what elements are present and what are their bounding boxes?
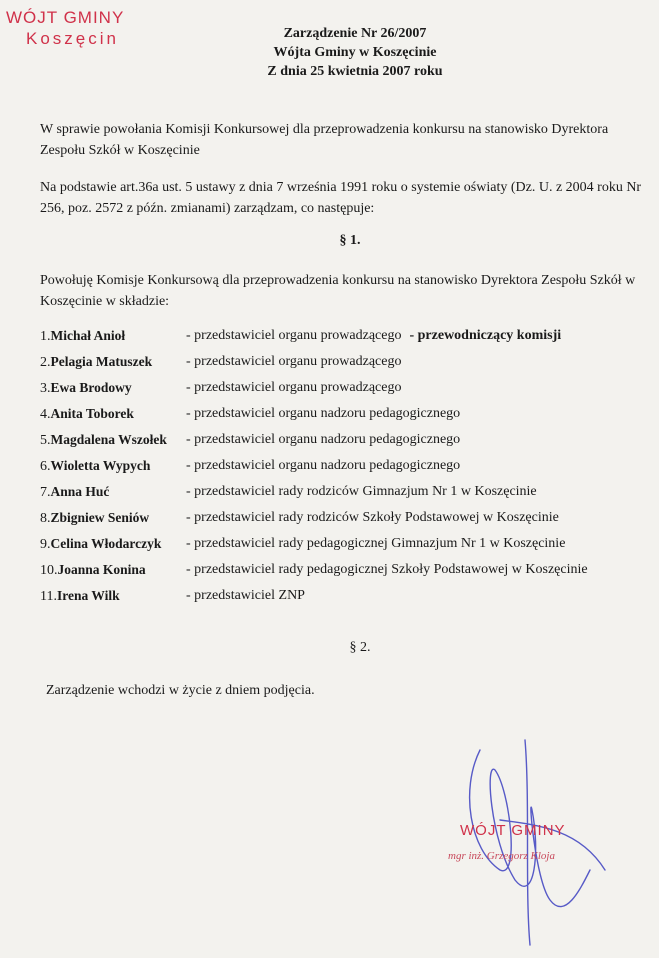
member-function: - przewodniczący komisji [409, 328, 562, 343]
member-role [186, 323, 561, 349]
member-role [186, 453, 460, 479]
stamp-wojt-gminy-bottom: WÓJT GMINY [460, 822, 566, 839]
member-role [186, 479, 537, 505]
section-2-heading: § 2. [349, 640, 371, 655]
member-name: Michał Anioł [50, 328, 126, 343]
list-item [40, 349, 655, 375]
stamp-line-1: WÓJT GMINY [6, 8, 125, 27]
stamp-wojt-gminy-top [6, 8, 124, 50]
legal-basis-paragraph: Na podstawie art.36a ust. 5 ustawy z dnia 7 września 1991 roku o systemie oświaty (Dz. U. z 2004 roku Nr 256, poz. 2572 z późn. zmianami) zarządzam, co następuje: [40, 180, 642, 216]
header-issuer: Wójta Gminy w Koszęcinie [273, 45, 437, 60]
list-item [40, 401, 655, 427]
member-role [186, 531, 565, 557]
stamp-line-2: Koszęcin [26, 29, 119, 48]
list-item [40, 583, 655, 609]
member-role-text: - przedstawiciel rady rodziców Gimnazjum Nr 1 w Koszęcinie [186, 484, 537, 499]
member-name: Wioletta Wypych [50, 458, 151, 473]
header-title: Zarządzenie Nr 26/2007 [283, 26, 427, 41]
member-name: Ewa Brodowy [50, 380, 132, 395]
member-number: 4. [40, 407, 51, 422]
member-role-text: - przedstawiciel organu prowadzącego [186, 328, 402, 343]
appointment-paragraph: Powołuję Komisje Konkursową dla przeprowadzenia konkursu na stanowisko Dyrektora Zespołu Szkół w Koszęcinie w składzie: [40, 273, 636, 309]
effective-date-paragraph: Zarządzenie wchodzi w życie z dniem podjęcia. [46, 683, 315, 698]
member-number: 10. [40, 563, 58, 578]
member-role-text: - przedstawiciel ZNP [186, 588, 305, 603]
member-role [186, 349, 401, 375]
member-number: 5. [40, 433, 51, 448]
member-role [186, 505, 559, 531]
member-role-text: - przedstawiciel rady pedagogicznej Gimnazjum Nr 1 w Koszęcinie [186, 536, 566, 551]
member-role-text: - przedstawiciel organu nadzoru pedagogicznego [186, 458, 461, 473]
member-name: Joanna Konina [57, 562, 146, 577]
handwritten-signature [440, 730, 620, 950]
member-name: Magdalena Wszołek [50, 432, 167, 447]
member-number: 3. [40, 381, 51, 396]
member-role [186, 427, 460, 453]
member-role-text: - przedstawiciel rady pedagogicznej Szkoły Podstawowej w Koszęcinie [186, 562, 588, 577]
header-date: Z dnia 25 kwietnia 2007 roku [267, 64, 443, 79]
member-number: 9. [40, 537, 51, 552]
member-number: 6. [40, 459, 51, 474]
member-number: 8. [40, 511, 51, 526]
subject-paragraph: W sprawie powołania Komisji Konkursowej dla przeprowadzenia konkursu na stanowisko Dyrektora Zespołu Szkół w Koszęcinie [40, 122, 609, 158]
list-item [40, 557, 655, 583]
list-item [40, 375, 655, 401]
list-item [40, 505, 655, 531]
list-item [40, 531, 655, 557]
committee-member-list [40, 323, 655, 609]
member-number: 1. [40, 329, 51, 344]
member-number: 7. [40, 485, 51, 500]
section-1-heading: § 1. [339, 233, 361, 248]
member-name: Anita Toborek [50, 406, 134, 421]
list-item [40, 323, 655, 349]
member-role-text: - przedstawiciel organu nadzoru pedagogicznego [186, 406, 461, 421]
member-number: 11. [40, 589, 57, 604]
member-role-text: - przedstawiciel rady rodziców Szkoły Podstawowej w Koszęcinie [186, 510, 559, 525]
member-number: 2. [40, 355, 51, 370]
member-role [186, 401, 460, 427]
document-header [180, 24, 530, 81]
member-role [186, 583, 305, 609]
member-name: Celina Włodarczyk [50, 536, 162, 551]
member-role-text: - przedstawiciel organu prowadzącego [186, 380, 402, 395]
member-name: Anna Huć [50, 484, 110, 499]
stamp-official-name: mgr inż. Grzegorz Kloja [448, 850, 555, 862]
member-name: Zbigniew Seniów [50, 510, 150, 525]
member-role [186, 557, 588, 583]
member-role [186, 375, 401, 401]
member-role-text: - przedstawiciel organu prowadzącego [186, 354, 402, 369]
member-role-text: - przedstawiciel organu nadzoru pedagogicznego [186, 432, 461, 447]
list-item [40, 479, 655, 505]
member-name: Irena Wilk [56, 588, 120, 603]
list-item [40, 427, 655, 453]
list-item [40, 453, 655, 479]
member-name: Pelagia Matuszek [50, 354, 153, 369]
